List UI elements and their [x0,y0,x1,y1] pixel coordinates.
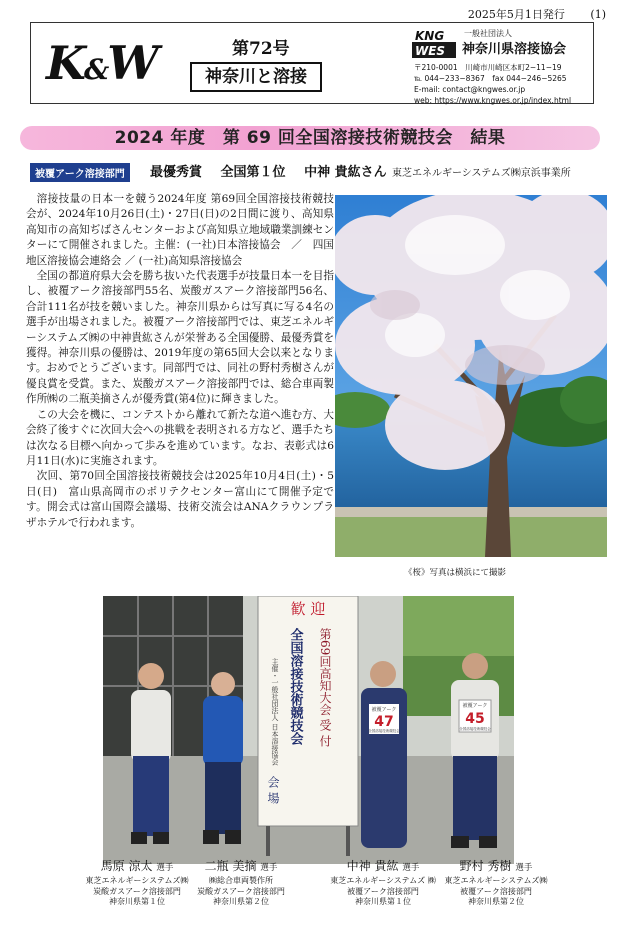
person-3-figure [361,661,407,848]
sign-line2: 第69回高知大会 受 付 [318,628,332,747]
person-label-3 [328,858,438,908]
article-title: 2024 年度 第 69 回全国溶接技術競技会 結果 [114,128,506,148]
bib-47-sub: 全国溶接技術競技会 [368,729,400,733]
award-rank: 全国第１位 [220,165,286,180]
sign-line3: 会 場 [266,776,280,804]
cherry-blossom-photo [335,195,607,557]
person-3-division: 被覆アーク溶接部門 [347,886,419,896]
article-body [26,192,334,531]
person-3-suffix: 選手 [402,863,420,873]
sign-line1: 全国溶接技術競技会 [287,628,303,745]
person-2-rank: 神奈川県第２位 [213,897,269,906]
person-label-4 [440,858,552,908]
award-winner: 中神 貴紘さん [304,165,387,180]
award-line [150,161,401,180]
issue-line [446,6,606,22]
bib-47-number: 47 [374,714,394,730]
person-4-suffix: 選手 [515,863,533,873]
bib-45-number: 45 [465,711,485,727]
email[interactable]: E-mail: contact@kngwes.or.jp [414,85,526,94]
person-2-company: ㈱総合車両製作所 [209,876,273,885]
person-3-name: 中神 貴紘 [346,859,399,873]
logo-text-bottom: WES [415,44,446,58]
newsletter-subtitle: 神奈川と溶接 [190,62,322,92]
issue-date: 2025年5月1日発行 [467,8,565,21]
award-company: 東芝エネルギーシステムズ㈱京浜事業所 [392,168,571,179]
person-label-2 [186,858,296,908]
person-1-company: 東芝エネルギーシステムズ㈱ [85,876,189,885]
bib-45-label: 被覆アーク [462,703,488,709]
sign-sponsor: 主催・一般社団法人 日本溶接協会 [271,658,279,766]
paragraph-1: 溶接技量の日本一を競う2024年度 第69回全国溶接技術競技会が、2024年10月26日(土)・27日(日)の2日間に渡り、高知県高知市の高知ぢばさんセンターおよび高知県立地域職業訓練センターにて開催されました。主催：(一社)日本溶接協会 ／ 四国地区溶接協会連絡会 ／ (一社)高知県溶接協会 [26,193,334,267]
paragraph-3: この大会を機に、コンテストから離れて新たな道へ進む方、大会終了後すぐに次回大会への挑戦を表明される方など、選手たちは次なる目標へ向かって歩みを進めています。なお、表彰式は6月11日(水)に実施されます。 [26,408,334,467]
kw-logo: K&W [46,36,157,90]
postal-address: 〒210-0001 川崎市川崎区本町2−11−19 [414,63,562,72]
person-4-rank: 神奈川県第２位 [468,897,524,906]
photo-caption: 《桜》写真は横浜にて撮影 [404,568,507,578]
bib-45-sub: 全国溶接技術競技会 [459,727,491,731]
person-2-figure [203,672,243,844]
person-4-name: 野村 秀樹 [459,859,512,873]
person-4-division: 被覆アーク溶接部門 [460,886,532,896]
org-type: 一般社団法人 [464,29,512,38]
tel-fax: ℡ 044−233−8367 fax 044−246−5265 [414,74,567,83]
person-4-company: 東芝エネルギーシステムズ㈱ [444,876,548,885]
logo-text-top: KNG [415,29,445,43]
paragraph-2: 全国の都道府県大会を勝ち抜いた代表選手が技量日本一を目指し、被覆アーク溶接部門55名、炭酸ガスアーク溶接部門56名、合計111名が技を競いました。神奈川県からは写真に写る4名の選手が出場されました。被覆アーク溶接部門では、東芝エネルギーシステムズ㈱の中神貴紘さんが栄誉ある全国優勝、最優秀賞を獲得。神奈川県の優勝は、2019年度の第65回大会以来となります。おめでとうございます。同部門では、同社の野村秀樹さんが優良賞を受賞。また、炭酸ガスアーク溶接部門では、総合車両製作所㈱の二瓶美摘さんが優秀賞(第4位)に輝きました。 [26,270,334,406]
person-1-division: 炭酸ガスアーク溶接部門 [93,886,181,896]
person-2-division: 炭酸ガスアーク溶接部門 [197,886,285,896]
person-2-name: 二瓶 美摘 [204,859,257,873]
kngwes-logo-icon [412,28,456,58]
category-badge: 被覆アーク溶接部門 [30,163,130,182]
team-photo [103,596,514,864]
org-name: 神奈川県溶接協会 [462,42,567,57]
person-1-name: 馬原 涼太 [100,859,153,873]
person-2-suffix: 選手 [260,863,278,873]
paragraph-4: 次回、第70回全国溶接技術競技会は2025年10月4日(土)・5日(日) 富山県高岡市のポリテクセンター富山にて開催予定です。開会式は富山国際会議場、技術交流会はANAクラウンプラザホテルで行われます。 [26,470,334,529]
bib-47-label: 被覆アーク [371,707,397,713]
award-prize: 最優秀賞 [150,165,203,180]
person-label-1 [82,858,192,908]
person-1-rank: 神奈川県第１位 [109,897,165,906]
issue-number: 第72号 [232,39,290,59]
person-3-rank: 神奈川県第１位 [355,897,411,906]
person-3-company: 東芝エネルギーシステムズ ㈱ [330,876,436,885]
contact-block [414,62,571,106]
person-4-figure [451,653,499,848]
website[interactable]: web: https://www.kngwes.or.jp/index.html [414,96,572,105]
person-1-suffix: 選手 [156,863,174,873]
page-number: (1) [590,8,606,21]
sign-welcome: 歓 迎 [290,600,326,618]
